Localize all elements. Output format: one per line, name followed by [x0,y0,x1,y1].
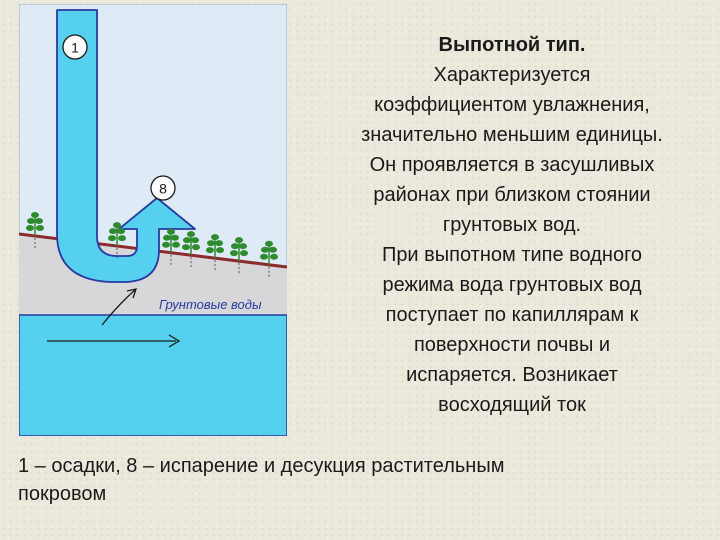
description-line-12: восходящий ток [438,394,586,416]
description-line-4: Он проявляется в засушливых [369,154,655,176]
water-regime-diagram [19,4,287,436]
groundwater-label: Грунтовые воды [159,297,262,312]
description-line-7: При выпотном типе водного [381,244,643,266]
description-line-5: районах при близком стоянии [373,184,651,206]
label-8: 8 [159,180,167,197]
description-line-3: значительно меньшим единицы. [361,124,663,146]
label-1: 1 [71,39,79,56]
description-line-9: поступает по капиллярам к [385,304,639,326]
figure-caption [18,452,708,508]
description-line-1: Характеризуется [433,64,591,86]
description-line-8: режима вода грунтовых вод [382,274,642,296]
description-line-2: коэффициентом увлажнения, [374,94,650,116]
caption-line-1: 1 – осадки, 8 – испарение и десукция растительным [18,455,505,477]
description-text [312,30,712,420]
description-line-6: грунтовых вод. [442,214,582,236]
description-line-11: испаряется. Возникает [406,364,618,386]
caption-line-2: покровом [18,483,107,505]
description-line-10: поверхности почвы и [413,334,611,356]
groundwater-body [19,315,287,436]
description-title: Выпотной тип. [438,34,586,56]
